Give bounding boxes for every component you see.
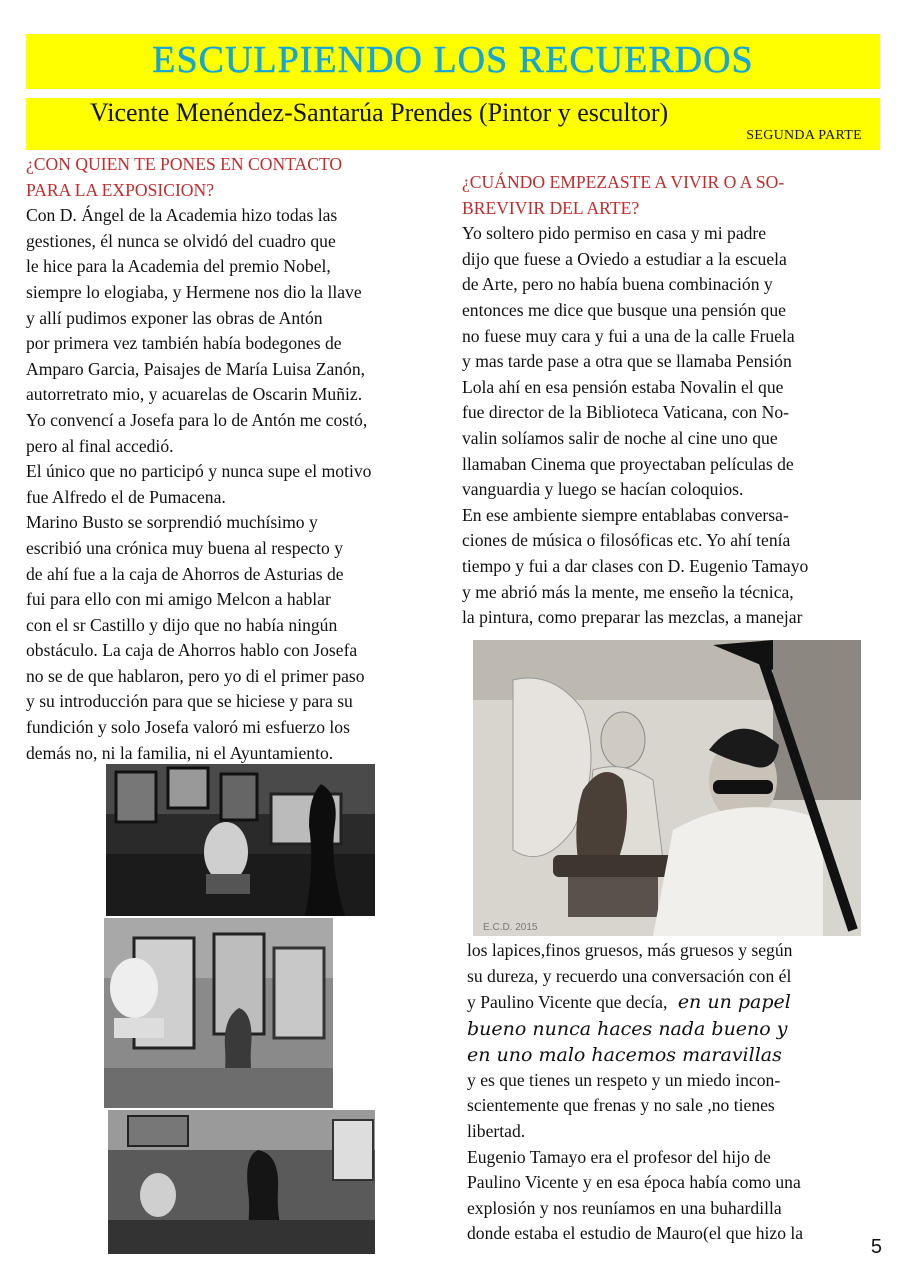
- text-line: escribió una crónica muy buena al respecto y: [26, 537, 344, 558]
- sculptor-photo: [473, 640, 861, 936]
- subtitle-banner: [26, 98, 880, 150]
- exhibition-hall-image: [106, 764, 375, 916]
- exhibition-photo-1: [106, 764, 375, 916]
- part-label: SEGUNDA PARTE: [746, 128, 862, 143]
- right-column-top: [462, 170, 808, 631]
- title-banner: [26, 34, 880, 89]
- text-line: En ese ambiente siempre entablabas conversa-: [462, 504, 789, 525]
- text-line: ciones de música o filosóficas etc. Yo ahí tenía: [462, 530, 791, 551]
- photo-watermark: E.C.D. 2015: [483, 922, 538, 933]
- quote-lead-in: y Paulino Vicente que decía,: [467, 992, 668, 1013]
- text-line: siempre lo elogiaba, y Hermene nos dio la llave: [26, 281, 362, 302]
- text-line: la pintura, como preparar las mezclas, a manejar: [462, 607, 803, 628]
- right-question-line: BREVIVIR DEL ARTE?: [462, 197, 640, 218]
- text-line: con el sr Castillo y dijo que no había ningún: [26, 614, 338, 635]
- exhibition-photo-3: [108, 1110, 375, 1254]
- text-line: Paulino Vicente y en esa época había como una: [467, 1172, 801, 1193]
- quote-line: en uno malo hacemos maravillas: [467, 1043, 782, 1066]
- text-line: Marino Busto se sorprendió muchísimo y: [26, 512, 318, 533]
- left-question-line: ¿CON QUIEN TE PONES EN CONTACTO: [26, 154, 343, 174]
- text-line: de Arte, pero no había buena combinación y: [462, 274, 773, 295]
- text-line: libertad.: [467, 1120, 526, 1141]
- right-question-line: ¿CUÁNDO EMPEZASTE A VIVIR O A SO-: [462, 172, 785, 192]
- text-line: valin solíamos salir de noche al cine uno que: [462, 427, 778, 448]
- quote-line: bueno nunca haces nada bueno y: [467, 1017, 788, 1040]
- exhibition-sculptures-image: [108, 1110, 375, 1254]
- text-line: Amparo Garcia, Paisajes de María Luisa Zanón,: [26, 358, 366, 379]
- exhibition-room-image: [104, 918, 333, 1108]
- text-line: y allí pudimos exponer las obras de Antón: [26, 307, 323, 328]
- text-line: donde estaba el estudio de Mauro(el que hizo la: [467, 1223, 804, 1244]
- text-line: y me abrió más la mente, me enseño la técnica,: [462, 581, 794, 602]
- text-line: fue Alfredo el de Pumacena.: [26, 486, 226, 507]
- text-line: por primera vez también había bodegones de: [26, 333, 342, 354]
- text-line: fue director de la Biblioteca Vaticana, con No-: [462, 402, 789, 423]
- right-column-bottom: [467, 938, 803, 1247]
- text-line: Yo soltero pido permiso en casa y mi padre: [462, 223, 767, 244]
- left-column: [26, 152, 371, 766]
- text-line: no fuese muy cara y fui a una de la calle Fruela: [462, 325, 795, 346]
- text-line: y mas tarde pase a otra que se llamaba Pensión: [462, 351, 792, 372]
- text-line: Eugenio Tamayo era el profesor del hijo de: [467, 1146, 771, 1167]
- text-line: no se de que hablaron, pero yo di el primer paso: [26, 665, 365, 686]
- text-line: Lola ahí en esa pensión estaba Novalin el que: [462, 376, 784, 397]
- text-line: los lapices,finos gruesos, más gruesos y según: [467, 940, 793, 960]
- sculptor-working-image: [473, 640, 861, 936]
- text-line: Yo convencí a Josefa para lo de Antón me costó,: [26, 409, 368, 430]
- text-line: autorretrato mio, y acuarelas de Oscarin Muñiz.: [26, 384, 363, 405]
- exhibition-photo-2: [104, 918, 333, 1108]
- text-line: scientemente que frenas y no sale ,no tienes: [467, 1095, 775, 1116]
- text-line: vanguardia y luego se hacían coloquios.: [462, 479, 744, 500]
- page-number: 5: [870, 1236, 882, 1258]
- text-line: le hice para la Academia del premio Nobel,: [26, 256, 331, 277]
- text-line: entonces me dice que busque una pensión que: [462, 299, 786, 320]
- text-line: y su introducción para que se hiciese y para su: [26, 691, 353, 712]
- page-title: ESCULPIENDO LOS RECUERDOS: [152, 39, 754, 81]
- text-line: El único que no participó y nunca supe el motivo: [26, 461, 372, 482]
- text-line: demás no, ni la familia, ni el Ayuntamiento.: [26, 742, 334, 763]
- text-line: Con D. Ángel de la Academia hizo todas las: [26, 205, 338, 226]
- quote-line: en un papel: [677, 991, 791, 1014]
- article-subtitle: Vicente Menéndez-Santarúa Prendes (Pintor y escultor): [90, 98, 669, 127]
- text-line: dijo que fuese a Oviedo a estudiar a la escuela: [462, 248, 787, 269]
- text-line: fui para ello con mi amigo Melcon a hablar: [26, 589, 331, 610]
- text-line-with-quote: [467, 989, 803, 1016]
- text-line: explosión y nos reuníamos en una buhardilla: [467, 1197, 782, 1218]
- text-line: llamaban Cinema que proyectaban películas de: [462, 453, 794, 474]
- text-line: de ahí fue a la caja de Ahorros de Asturias de: [26, 563, 344, 584]
- text-line: obstáculo. La caja de Ahorros hablo con Josefa: [26, 640, 358, 661]
- text-line: pero al final accedió.: [26, 435, 174, 456]
- text-line: fundición y solo Josefa valoró mi esfuerzo los: [26, 717, 350, 738]
- left-question-line: PARA LA EXPOSICION?: [26, 179, 215, 200]
- text-line: su dureza, y recuerdo una conversación con él: [467, 965, 792, 986]
- text-line: y es que tienes un respeto y un miedo incon-: [467, 1069, 781, 1090]
- text-line: tiempo y fui a dar clases con D. Eugenio Tamayo: [462, 555, 809, 576]
- text-line: gestiones, él nunca se olvidó del cuadro que: [26, 230, 336, 251]
